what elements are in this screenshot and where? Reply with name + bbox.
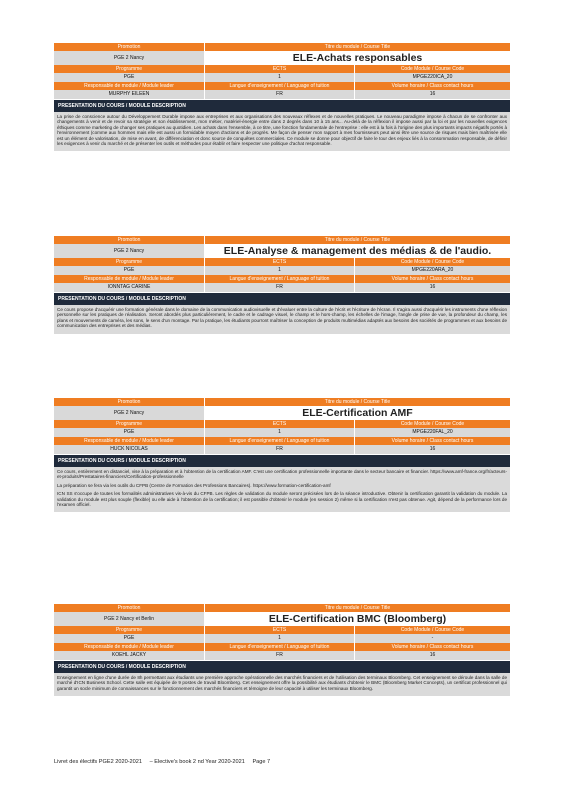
programme-label: Programme bbox=[54, 626, 204, 634]
programme-label: Programme bbox=[54, 65, 204, 73]
programme-label: Programme bbox=[54, 258, 204, 266]
presentation-header: PRESENTATION DU COURS / MODULE DESCRIPTION bbox=[54, 100, 510, 112]
hours-label: Volume horaire / Class contact hours bbox=[354, 275, 510, 283]
ects-value: 1 bbox=[204, 428, 354, 437]
language-label: Langue d'enseignement / Language of tuition bbox=[204, 82, 354, 90]
module-card-4 bbox=[54, 604, 510, 696]
leader-value: MURPHY EILEEN bbox=[54, 90, 204, 99]
hours-label: Volume horaire / Class contact hours bbox=[354, 643, 510, 651]
promotion-label: Promotion bbox=[54, 604, 204, 612]
promotion-value: PGE 2 Nancy bbox=[54, 244, 204, 258]
ects-label: ECTS bbox=[204, 65, 354, 73]
leader-label: Responsable de module / Module leader bbox=[54, 643, 204, 651]
code-label: Code Module / Course Code bbox=[354, 626, 510, 634]
presentation-header: PRESENTATION DU COURS / MODULE DESCRIPTION bbox=[54, 661, 510, 673]
footer-page-number: Page 7 bbox=[252, 759, 271, 765]
leader-value: IONNTAG CARINE bbox=[54, 283, 204, 292]
module-card-1 bbox=[54, 43, 510, 151]
language-value: FR bbox=[204, 651, 354, 660]
hours-label: Volume horaire / Class contact hours bbox=[354, 82, 510, 90]
page-footer bbox=[54, 759, 276, 765]
code-value: - bbox=[354, 634, 510, 643]
ects-value: 1 bbox=[204, 634, 354, 643]
description-paragraph: Ce cours, entièrement en distanciel, vise à la préparation et à l'obtention de la certification AMF. C'est une certification professionnelle importante dans le secteur bancaire et financier. https://www.amf-france.org/fr/acteurs-et-produits/Prestataires-financiers/Certification-professionnelle bbox=[57, 469, 507, 480]
promotion-value: PGE 2 Nancy bbox=[54, 406, 204, 420]
description-paragraph: ICN SS s'occupe de toutes les formalités administratives vis-à-vis du CFPB. Les règles de validation du module seront précisées lors de la séance introductive. Obtenir la certification garantit la validation du module. La validation du module est plus souple (flexible) ou elle aide à l'obtention de la certification; il est possible d'obtenir le module (en session 2) même si la certification n'est pas obtenue. Agit, dépend de la performance lors de l'examen officiel. bbox=[57, 491, 507, 508]
title-label: Titre du module / Course Title bbox=[204, 236, 510, 244]
module-card-2 bbox=[54, 236, 510, 334]
title-label: Titre du module / Course Title bbox=[204, 604, 510, 612]
hours-value: 16 bbox=[354, 90, 510, 99]
leader-label: Responsable de module / Module leader bbox=[54, 437, 204, 445]
description-paragraph: Ce cours propose d'acquérir une formation générale dans le domaine de la communication audiovisuelle et d'évaluer entre la culture de l'écrit et l'écriture de l'écran. Il s'agira aussi d'acquérir les instruments d'une réflexion personnelle sur les pratiques de réalisation. Seront abordés plus particulièrement, le cadre et le cadrage visuel, le champ et le hors-champ, les échelles de l'image, l'angle de prise de vue, la profondeur du champ, les plans et mouvements de caméra, les sons, le sens d'un montage. Par la pratique, les étudiants pourront maîtriser la conception de produits multimédias adaptés aux besoins des sociétés de programmes et aux besoins de communication des entreprises et des médias. bbox=[57, 307, 507, 329]
promotion-value: PGE 2 Nancy et Berlin bbox=[54, 612, 204, 626]
programme-label: Programme bbox=[54, 420, 204, 428]
code-label: Code Module / Course Code bbox=[354, 258, 510, 266]
code-value: MPGE220ARA_20 bbox=[354, 266, 510, 275]
language-value: FR bbox=[204, 283, 354, 292]
language-label: Langue d'enseignement / Language of tuition bbox=[204, 643, 354, 651]
description-paragraph: Enseignement en ligne d'une durée de 8h permettant aux étudiants une première approche opérationnelle des marchés financiers et de l'utilisation des terminaux Bloomberg. Cet enseignement se déroule dans la salle de marché d'ICN Business School. Cette salle est équipée de 9 postes de travail Bloomberg. Cet enseignement offre la possibilité aux étudiants d'obtenir le BMC (Bloomberg Market Concepts), un certificat professionnel qui garantit un socle minimum de connaissances sur le fonctionnement des marchés financiers et témoigne de leur capacité à utiliser les terminaux Bloomberg. bbox=[57, 675, 507, 691]
description-paragraph: La préparation se fera via les outils du CFPB (Centre de Formation des Professions Bancaires). https://www.formation-certification-amf bbox=[57, 482, 331, 488]
code-value: MPGE220FAL_20 bbox=[354, 428, 510, 437]
presentation-header: PRESENTATION DU COURS / MODULE DESCRIPTION bbox=[54, 293, 510, 305]
ects-value: 1 bbox=[204, 266, 354, 275]
footer-book-title: Livret des électifs PGE2 2020-2021 bbox=[54, 759, 142, 765]
module-description bbox=[54, 673, 510, 696]
ects-label: ECTS bbox=[204, 626, 354, 634]
title-label: Titre du module / Course Title bbox=[204, 43, 510, 51]
description-paragraph: La prise de conscience autour du Développement Durable impose aux entreprises et aux organisations des nouveaux réflexes et de nouvelles pratiques. Le nouveau paradigme impose à chacun de se confronter aux changements à venir et de revoir sa stratégie et son établissement, mon métier, matériel-énergie entre dans 2 degrés dans 10 à 15 ans... Au-delà de la réflexion il impose aussi par la loi et par les nouvelles exigences éthiques comme marketing de changer ses pratiques au quotidien. Les achats dans l'ensemble, à ce titre, une fonction fondamentale de l'entreprise : elle est à la fois à l'origine des plus importants impacts négatifs portés à l'environnement (comme aux hommes mais elle est aussi un formidable moyen d'actions et de progrès. Me façon de penser mon rapport à mes fournisseurs peut ainsi être une source de risques mais bien maîtrisée elle est un élément de valorisation, de mise en avant, de différenciation et donc source de conquêtes commerciales. Ce module se donne pour objectif de faire le tour des enjeux liés à la consommation responsable, de définir les exigences à venir du marché et de présenter les outils et méthodes pour établir et faire respecter une politique d'achat responsable. bbox=[57, 114, 508, 147]
programme-value: PGE bbox=[54, 73, 204, 82]
programme-value: PGE bbox=[54, 428, 204, 437]
ects-value: 1 bbox=[204, 73, 354, 82]
module-description bbox=[54, 112, 510, 151]
code-value: MPGE220ICA_20 bbox=[354, 73, 510, 82]
leader-label: Responsable de module / Module leader bbox=[54, 82, 204, 90]
hours-value: 16 bbox=[354, 651, 510, 660]
promotion-value: PGE 2 Nancy bbox=[54, 51, 204, 65]
hours-value: 16 bbox=[354, 445, 510, 454]
language-label: Langue d'enseignement / Language of tuition bbox=[204, 275, 354, 283]
footer-elective-title: – Elective's book 2 nd Year 2020-2021 bbox=[149, 759, 245, 765]
language-label: Langue d'enseignement / Language of tuition bbox=[204, 437, 354, 445]
hours-label: Volume horaire / Class contact hours bbox=[354, 437, 510, 445]
leader-label: Responsable de module / Module leader bbox=[54, 275, 204, 283]
ects-label: ECTS bbox=[204, 420, 354, 428]
leader-value: HUCK NICOLAS bbox=[54, 445, 204, 454]
code-label: Code Module / Course Code bbox=[354, 420, 510, 428]
ects-label: ECTS bbox=[204, 258, 354, 266]
module-title: ELE-Analyse & management des médias & de l'audio. bbox=[204, 244, 510, 258]
promotion-label: Promotion bbox=[54, 236, 204, 244]
language-value: FR bbox=[204, 90, 354, 99]
promotion-label: Promotion bbox=[54, 398, 204, 406]
hours-value: 16 bbox=[354, 283, 510, 292]
module-description bbox=[54, 467, 510, 512]
module-card-3 bbox=[54, 398, 510, 512]
promotion-label: Promotion bbox=[54, 43, 204, 51]
code-label: Code Module / Course Code bbox=[354, 65, 510, 73]
module-title: ELE-Certification AMF bbox=[204, 406, 510, 420]
programme-value: PGE bbox=[54, 266, 204, 275]
module-description bbox=[54, 305, 510, 334]
language-value: FR bbox=[204, 445, 354, 454]
leader-value: KOEHL JACKY bbox=[54, 651, 204, 660]
module-title: ELE-Certification BMC (Bloomberg) bbox=[204, 612, 510, 626]
presentation-header: PRESENTATION DU COURS / MODULE DESCRIPTION bbox=[54, 455, 510, 467]
programme-value: PGE bbox=[54, 634, 204, 643]
module-title: ELE-Achats responsables bbox=[204, 51, 510, 65]
title-label: Titre du module / Course Title bbox=[204, 398, 510, 406]
